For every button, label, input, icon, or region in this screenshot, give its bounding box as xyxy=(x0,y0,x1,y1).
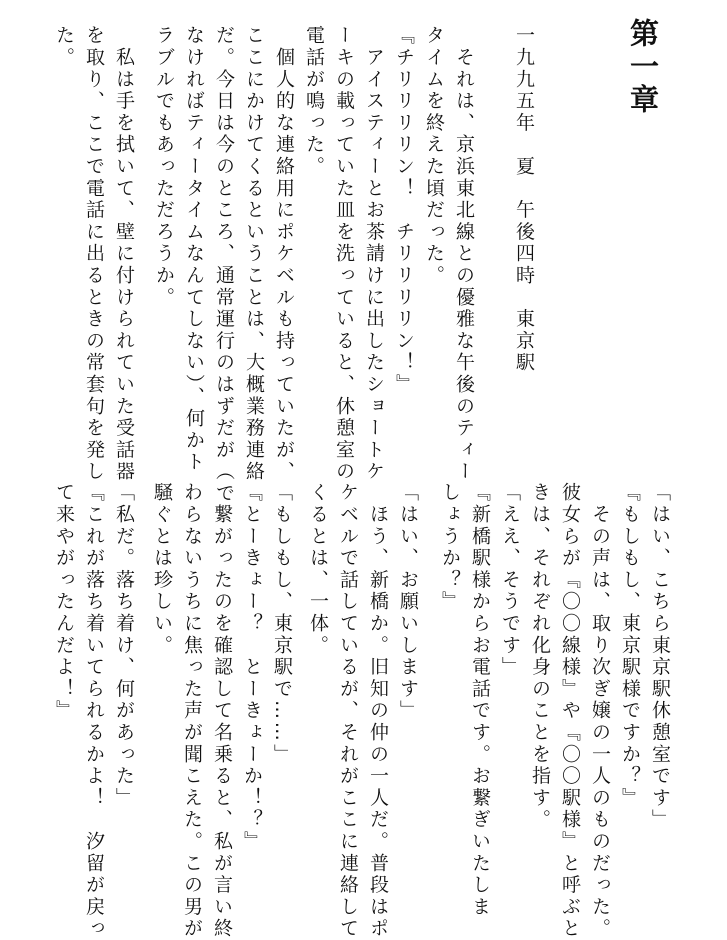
text-column: アイスティーとお茶請けに出したショートケ xyxy=(363,25,385,483)
text-column: ーキの載っていた皿を洗っていると、休憩室の xyxy=(333,25,355,483)
text-column: 電話が鳴った。 xyxy=(303,25,325,178)
text-column: 彼女らが『〇〇線様』や『〇〇駅様』と呼ぶと xyxy=(559,482,581,940)
text-column: その声は、取り次ぎ嬢の一人のものだった。 xyxy=(589,482,611,940)
text-column: 騒ぐとは珍しい。 xyxy=(151,482,173,657)
text-column: 『とーきょー？ とーきょーか！？』 xyxy=(241,482,263,853)
text-column: 『チリリリリン！ チリリリリン！』 xyxy=(393,25,415,396)
text-column: ほう、新橋か。旧知の仲の一人だ。普段はポ xyxy=(367,482,389,940)
text-column: た。 xyxy=(53,25,75,69)
text-column: わらないうちに焦った声が聞こえた。この男が xyxy=(181,482,203,940)
text-column: 繋がったのを確認して名乗ると、私が言い終 xyxy=(211,482,233,940)
text-column: ケベルで話しているが、それがここに連絡して xyxy=(337,482,359,940)
text-column: て来やがったんだよ！』 xyxy=(53,482,75,722)
text-column: くるとは、一体。 xyxy=(307,482,329,657)
text-column: それは、京浜東北線との優雅な午後のティー xyxy=(453,25,475,483)
text-column: 『これが落ち着いてられるかよ！ 汐留が戻っ xyxy=(83,482,105,940)
text-column: 「はい、お願いします」 xyxy=(397,482,419,722)
text-column: ラブルでもあっただろうか。 xyxy=(153,25,175,309)
text-column: 『新橋駅様からお電話です。お繋ぎいたしま xyxy=(469,482,491,918)
text-column: 「もしもし、東京駅で……」 xyxy=(271,482,293,766)
text-column: 個人的な連絡用にポケベルも持っていたが、 xyxy=(273,25,295,483)
text-column: 「はい、こちら東京駅休憩室です」 xyxy=(649,482,671,831)
text-column: 『もしもし、東京駅様ですか？』 xyxy=(619,482,641,809)
text-column: ここにかけてくるということは、大概業務連絡 xyxy=(243,25,265,483)
text-column: タイムを終えた頃だった。 xyxy=(423,25,445,287)
text-column: しょうか？』 xyxy=(439,482,461,613)
text-column: 「ええ、そうです」 xyxy=(499,482,521,679)
text-column: だ。今日は今のところ、通常運行のはずだが（で xyxy=(213,25,235,505)
text-column: 一九九五年 夏 午後四時 東京駅 xyxy=(513,25,535,374)
text-column: を取り、ここで電話に出るときの常套句を発し xyxy=(83,25,105,483)
text-column: 私は手を拭いて、壁に付けられていた受話器 xyxy=(113,25,135,483)
text-column: なければティータイムなんてしない）、何かト xyxy=(183,25,205,474)
text-column: 「私だ。落ち着け、何があった」 xyxy=(113,482,135,809)
chapter-title: 第一章 xyxy=(626,18,660,117)
text-column: きは、それぞれ化身のことを指す。 xyxy=(529,482,551,831)
